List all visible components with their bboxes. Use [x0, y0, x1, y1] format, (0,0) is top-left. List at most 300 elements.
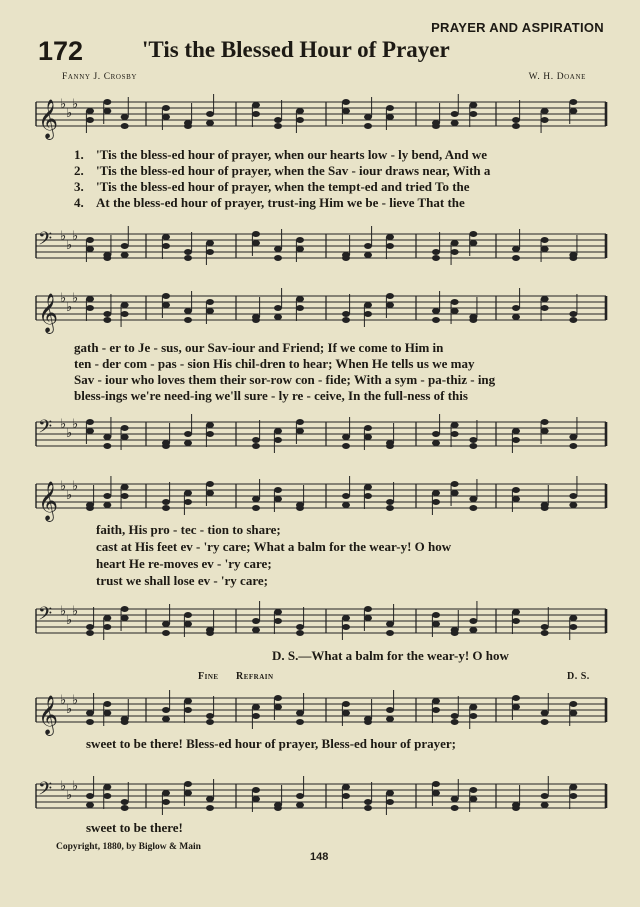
note-head — [206, 630, 214, 636]
note-head — [541, 117, 549, 123]
verse-4-line-1: 4. At the bless-ed hour of prayer, trust-ing Him we be - lieve That the — [74, 195, 465, 210]
note-head — [86, 117, 94, 123]
note-head — [252, 787, 260, 793]
note-head — [364, 606, 372, 612]
note-head — [451, 490, 459, 496]
note-head — [569, 443, 577, 449]
note-head — [342, 317, 350, 323]
note-head — [86, 719, 94, 725]
note-head — [451, 240, 459, 246]
note-head — [512, 117, 520, 123]
note-head — [252, 111, 260, 117]
flat-icon: ♭ — [60, 291, 67, 306]
verse-4-line-2: bless-ings we're need-ing we'll sure - ly re - ceive, In the full-ness of this — [74, 388, 468, 403]
note-head — [451, 796, 459, 802]
note-head — [364, 114, 372, 120]
note-head — [252, 443, 260, 449]
flat-icon: ♭ — [60, 97, 67, 112]
note-head — [206, 490, 214, 496]
note-head — [103, 701, 111, 707]
note-head — [469, 102, 477, 108]
note-head — [103, 255, 111, 261]
note-head — [569, 710, 577, 716]
note-head — [206, 713, 214, 719]
note-head — [296, 237, 304, 243]
note-head — [512, 609, 520, 615]
note-head — [364, 311, 372, 317]
note-head — [569, 793, 577, 799]
note-head — [86, 505, 94, 511]
note-head — [206, 240, 214, 246]
note-head — [432, 490, 440, 496]
note-head — [451, 249, 459, 255]
note-head — [274, 618, 282, 624]
note-head — [342, 434, 350, 440]
note-head — [103, 99, 111, 105]
note-head — [162, 105, 170, 111]
note-head — [364, 434, 372, 440]
note-head — [364, 799, 372, 805]
note-head — [296, 419, 304, 425]
note-head — [184, 123, 192, 129]
note-head — [451, 111, 459, 117]
note-head — [469, 627, 477, 633]
flat-icon: ♭ — [60, 229, 67, 244]
note-head — [569, 317, 577, 323]
flat-icon: ♭ — [60, 417, 67, 432]
note-head — [252, 618, 260, 624]
flat-icon: ♭ — [72, 479, 79, 494]
note-head — [296, 630, 304, 636]
note-head — [184, 612, 192, 618]
flat-icon: ♭ — [66, 702, 73, 717]
note-head — [469, 505, 477, 511]
refrain-line-2: sweet to be there! — [86, 820, 183, 835]
note-head — [252, 627, 260, 633]
note-head — [184, 790, 192, 796]
note-head — [432, 255, 440, 261]
note-head — [512, 305, 520, 311]
note-head — [569, 615, 577, 621]
note-head — [432, 781, 440, 787]
note-head — [162, 293, 170, 299]
note-head — [184, 707, 192, 713]
note-head — [342, 701, 350, 707]
note-head — [569, 108, 577, 114]
note-head — [252, 102, 260, 108]
note-head — [184, 698, 192, 704]
refrain-line-1: sweet to be there! Bless-ed hour of prayer, Bless-ed hour of prayer; — [86, 736, 456, 751]
verse-2-line-3: cast at His feet ev - 'ry care; What a balm for the wear-y! O how — [96, 539, 452, 554]
note-head — [206, 249, 214, 255]
note-head — [342, 710, 350, 716]
flat-icon: ♭ — [66, 106, 73, 121]
note-head — [252, 240, 260, 246]
note-head — [162, 243, 170, 249]
note-head — [274, 437, 282, 443]
note-head — [274, 609, 282, 615]
note-head — [296, 710, 304, 716]
note-head — [469, 317, 477, 323]
note-head — [86, 296, 94, 302]
flat-icon: ♭ — [72, 779, 79, 794]
flat-icon: ♭ — [66, 300, 73, 315]
note-head — [86, 802, 94, 808]
note-head — [162, 302, 170, 308]
note-head — [541, 505, 549, 511]
bass-clef-icon: 𝄢 — [38, 229, 53, 254]
note-head — [184, 781, 192, 787]
note-head — [184, 317, 192, 323]
note-head — [121, 493, 129, 499]
note-head — [103, 793, 111, 799]
bass-staff-2 — [36, 410, 606, 460]
note-head — [103, 615, 111, 621]
note-head — [386, 114, 394, 120]
treble-staff-2 — [36, 284, 606, 334]
note-head — [206, 431, 214, 437]
note-head — [541, 296, 549, 302]
note-head — [364, 719, 372, 725]
note-head — [386, 302, 394, 308]
note-head — [103, 317, 111, 323]
note-head — [342, 99, 350, 105]
verse-1-line-2: gath - er to Je - sus, our Sav-iour and Friend; If we come to Him in — [74, 340, 444, 355]
note-head — [206, 120, 214, 126]
note-head — [274, 305, 282, 311]
note-head — [541, 428, 549, 434]
treble-clef-icon: 𝄞 — [38, 695, 59, 735]
note-head — [274, 428, 282, 434]
note-head — [252, 704, 260, 710]
note-head — [103, 311, 111, 317]
note-head — [432, 790, 440, 796]
note-head — [296, 428, 304, 434]
note-head — [512, 437, 520, 443]
note-head — [432, 698, 440, 704]
note-head — [296, 719, 304, 725]
note-head — [206, 308, 214, 314]
note-head — [252, 713, 260, 719]
note-head — [541, 246, 549, 252]
note-head — [469, 437, 477, 443]
note-head — [121, 434, 129, 440]
note-head — [432, 621, 440, 627]
verse-3-line-1: 3. 'Tis the bless-ed hour of prayer, when the tempt-ed and tried To the — [74, 179, 470, 194]
flat-icon: ♭ — [66, 613, 73, 628]
note-head — [121, 425, 129, 431]
note-head — [569, 493, 577, 499]
note-head — [569, 434, 577, 440]
note-head — [432, 707, 440, 713]
note-head — [296, 305, 304, 311]
note-head — [342, 624, 350, 630]
note-head — [512, 496, 520, 502]
flat-icon: ♭ — [66, 488, 73, 503]
note-head — [274, 117, 282, 123]
flat-icon: ♭ — [66, 426, 73, 441]
verse-4-line-3: trust we shall lose ev - 'ry care; — [96, 573, 268, 588]
note-head — [432, 431, 440, 437]
note-head — [364, 123, 372, 129]
note-head — [342, 784, 350, 790]
hymn-title: 'Tis the Blessed Hour of Prayer — [142, 37, 450, 62]
note-head — [541, 719, 549, 725]
note-head — [364, 243, 372, 249]
note-head — [121, 615, 129, 621]
note-head — [541, 710, 549, 716]
note-head — [386, 105, 394, 111]
flat-icon: ♭ — [72, 291, 79, 306]
note-head — [451, 630, 459, 636]
treble-staff-3 — [36, 472, 606, 522]
note-head — [274, 255, 282, 261]
note-head — [469, 443, 477, 449]
note-head — [512, 428, 520, 434]
note-head — [451, 719, 459, 725]
note-head — [469, 231, 477, 237]
note-head — [252, 317, 260, 323]
note-head — [541, 630, 549, 636]
note-head — [469, 496, 477, 502]
section-title: PRAYER AND ASPIRATION — [431, 20, 604, 35]
note-head — [569, 784, 577, 790]
note-head — [86, 710, 94, 716]
note-head — [296, 624, 304, 630]
note-head — [296, 246, 304, 252]
note-head — [512, 704, 520, 710]
note-head — [569, 502, 577, 508]
note-head — [252, 437, 260, 443]
note-head — [252, 796, 260, 802]
note-head — [512, 487, 520, 493]
bass-clef-icon: 𝄢 — [38, 417, 53, 442]
note-head — [541, 237, 549, 243]
note-head — [342, 108, 350, 114]
note-head — [274, 246, 282, 252]
note-head — [386, 799, 394, 805]
note-head — [274, 123, 282, 129]
note-head — [364, 425, 372, 431]
note-head — [541, 793, 549, 799]
note-head — [252, 496, 260, 502]
flat-icon: ♭ — [72, 229, 79, 244]
verse-1-line-3: faith, His pro - tec - tion to share; — [96, 522, 281, 537]
flat-icon: ♭ — [60, 779, 67, 794]
note-head — [162, 505, 170, 511]
note-head — [206, 481, 214, 487]
note-head — [432, 249, 440, 255]
refrain-label: Refrain — [236, 671, 274, 682]
note-head — [274, 314, 282, 320]
note-head — [469, 111, 477, 117]
note-head — [103, 434, 111, 440]
bass-staff-1 — [36, 222, 606, 272]
note-head — [121, 719, 129, 725]
note-head — [451, 431, 459, 437]
author-credit: Fanny J. Crosby — [62, 72, 138, 82]
ds-text: D. S.—What a balm for the wear-y! O how — [272, 648, 509, 663]
composer-credit: W. H. Doane — [528, 72, 586, 82]
note-head — [103, 502, 111, 508]
ds-label: D. S. — [567, 671, 590, 682]
note-head — [121, 484, 129, 490]
note-head — [451, 299, 459, 305]
note-head — [162, 799, 170, 805]
note-head — [541, 305, 549, 311]
note-head — [386, 621, 394, 627]
note-head — [342, 502, 350, 508]
note-head — [103, 624, 111, 630]
note-head — [512, 255, 520, 261]
note-head — [386, 293, 394, 299]
note-head — [512, 246, 520, 252]
note-head — [512, 123, 520, 129]
fine-label: Fine — [198, 671, 219, 682]
note-head — [162, 621, 170, 627]
note-head — [86, 419, 94, 425]
note-head — [162, 234, 170, 240]
bass-clef-icon: 𝄢 — [38, 779, 53, 804]
note-head — [121, 311, 129, 317]
note-head — [386, 499, 394, 505]
verse-3-line-3: heart He re-moves ev - 'ry care; — [96, 556, 272, 571]
note-head — [184, 621, 192, 627]
note-head — [386, 790, 394, 796]
note-head — [432, 440, 440, 446]
treble-clef-icon: 𝄞 — [38, 99, 59, 139]
note-head — [274, 805, 282, 811]
note-head — [469, 713, 477, 719]
note-head — [451, 120, 459, 126]
note-head — [386, 443, 394, 449]
note-head — [451, 422, 459, 428]
flat-icon: ♭ — [60, 604, 67, 619]
note-head — [86, 793, 94, 799]
note-head — [569, 99, 577, 105]
note-head — [206, 719, 214, 725]
page-number: 148 — [310, 851, 329, 863]
note-head — [342, 443, 350, 449]
treble-clef-icon: 𝄞 — [38, 293, 59, 333]
note-head — [162, 707, 170, 713]
note-head — [184, 440, 192, 446]
bass-staff-4 — [36, 772, 606, 822]
note-head — [162, 790, 170, 796]
note-head — [296, 296, 304, 302]
note-head — [184, 490, 192, 496]
note-head — [121, 243, 129, 249]
note-head — [469, 787, 477, 793]
note-head — [162, 443, 170, 449]
note-head — [432, 123, 440, 129]
note-head — [432, 308, 440, 314]
note-head — [569, 255, 577, 261]
flat-icon: ♭ — [60, 479, 67, 494]
note-head — [103, 443, 111, 449]
note-head — [469, 704, 477, 710]
hymn-number: 172 — [38, 36, 84, 66]
note-head — [121, 114, 129, 120]
note-head — [121, 123, 129, 129]
note-head — [451, 805, 459, 811]
note-head — [342, 255, 350, 261]
note-head — [206, 422, 214, 428]
note-head — [342, 493, 350, 499]
flat-icon: ♭ — [72, 604, 79, 619]
flat-icon: ♭ — [72, 97, 79, 112]
note-head — [162, 114, 170, 120]
note-head — [541, 802, 549, 808]
verse-2-line-2: ten - der com - pas - sion His chil-dren to hear; When He tells us we may — [74, 356, 475, 371]
verse-1-line-1: 1. 'Tis the bless-ed hour of prayer, when our hearts low - ly bend, And we — [74, 147, 488, 162]
note-head — [386, 505, 394, 511]
note-head — [274, 487, 282, 493]
note-head — [184, 499, 192, 505]
treble-staff-4 — [36, 686, 606, 736]
note-head — [121, 302, 129, 308]
note-head — [103, 108, 111, 114]
note-head — [386, 707, 394, 713]
note-head — [296, 802, 304, 808]
note-head — [512, 695, 520, 701]
flat-icon: ♭ — [60, 693, 67, 708]
note-head — [512, 805, 520, 811]
note-head — [86, 108, 94, 114]
note-head — [184, 255, 192, 261]
note-head — [274, 695, 282, 701]
note-head — [432, 499, 440, 505]
note-head — [162, 499, 170, 505]
note-head — [432, 612, 440, 618]
note-head — [103, 493, 111, 499]
note-head — [121, 799, 129, 805]
note-head — [121, 805, 129, 811]
note-head — [184, 431, 192, 437]
flat-icon: ♭ — [66, 788, 73, 803]
note-head — [162, 630, 170, 636]
note-head — [86, 630, 94, 636]
note-head — [184, 249, 192, 255]
note-head — [342, 311, 350, 317]
flat-icon: ♭ — [72, 417, 79, 432]
note-head — [86, 305, 94, 311]
note-head — [364, 252, 372, 258]
note-head — [206, 796, 214, 802]
note-head — [206, 111, 214, 117]
verse-3-line-2: Sav - iour who loves them their sor-row con - fide; With a sym - pa-thiz - ing — [74, 372, 496, 387]
note-head — [469, 796, 477, 802]
note-head — [364, 805, 372, 811]
note-head — [451, 713, 459, 719]
note-head — [469, 240, 477, 246]
note-head — [121, 252, 129, 258]
note-head — [296, 505, 304, 511]
treble-clef-icon: 𝄞 — [38, 481, 59, 521]
note-head — [86, 428, 94, 434]
note-head — [296, 108, 304, 114]
note-head — [252, 231, 260, 237]
note-head — [386, 630, 394, 636]
note-head — [364, 493, 372, 499]
bass-staff-3 — [36, 597, 606, 647]
note-head — [364, 302, 372, 308]
note-head — [569, 701, 577, 707]
note-head — [569, 624, 577, 630]
note-head — [469, 618, 477, 624]
note-head — [86, 246, 94, 252]
note-head — [86, 624, 94, 630]
